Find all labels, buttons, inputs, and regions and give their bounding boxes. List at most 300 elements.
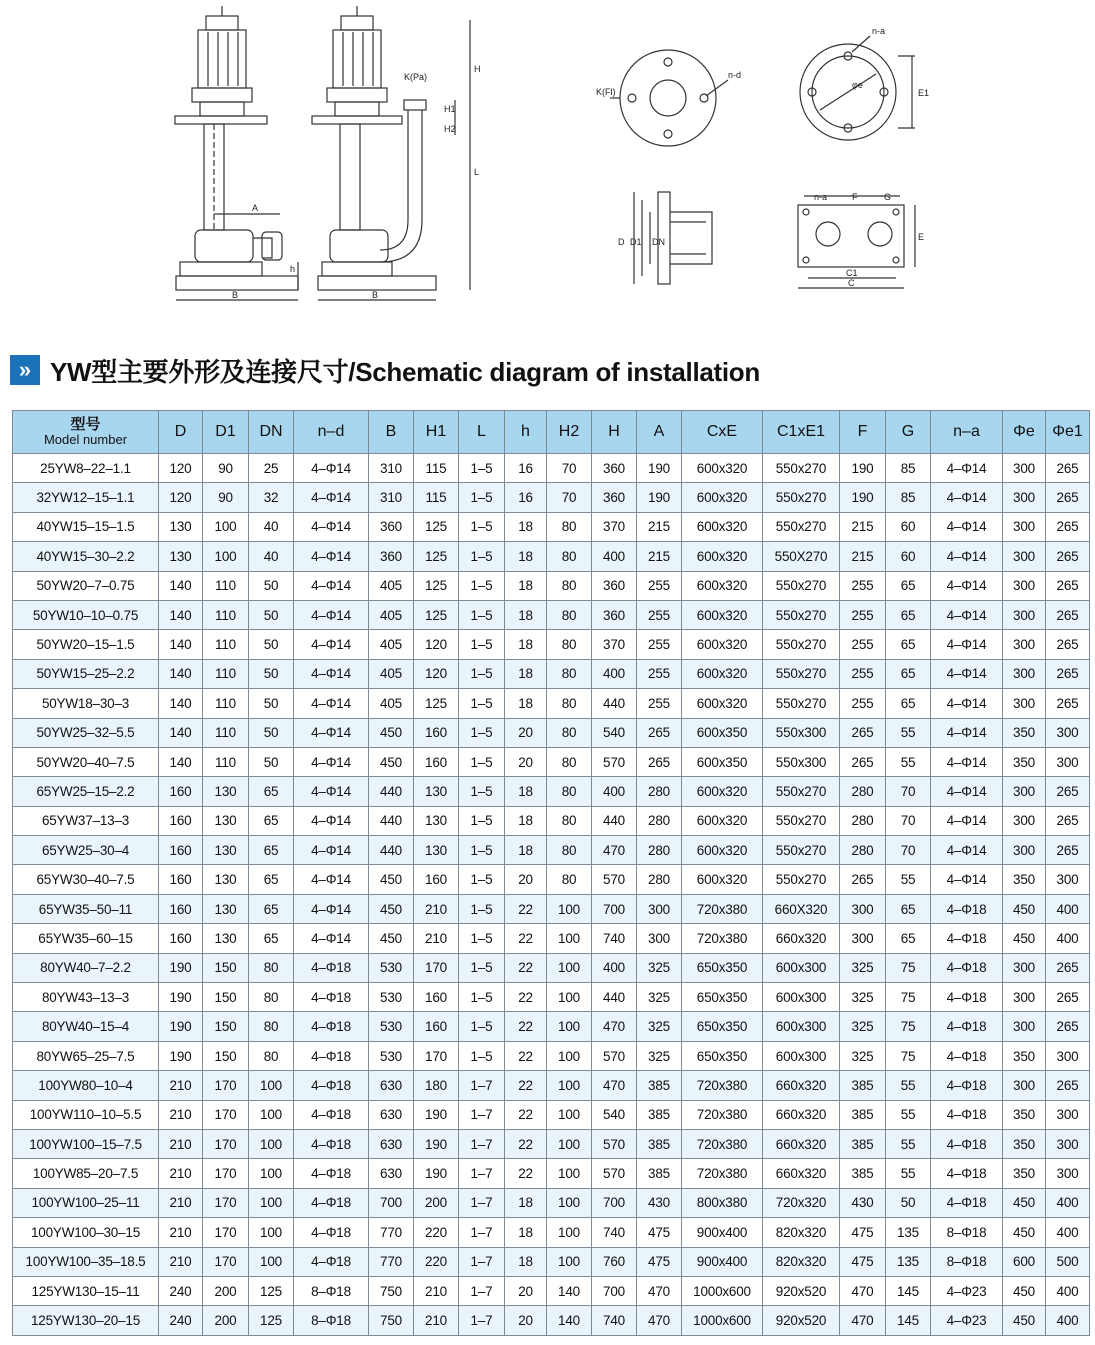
pump-side-view [312, 6, 470, 300]
table-cell: 405 [369, 630, 414, 659]
table-cell: 80 [249, 1012, 294, 1041]
table-cell: 1–5 [459, 659, 505, 688]
table-cell: 190 [414, 1129, 459, 1158]
table-cell: 190 [840, 454, 886, 483]
table-cell: 600x320 [682, 806, 763, 835]
table-cell: 50 [886, 1188, 931, 1217]
table-cell: 1–5 [459, 512, 505, 541]
flange-section-view [634, 192, 712, 284]
table-cell: 255 [840, 600, 886, 629]
table-cell: 190 [159, 1041, 203, 1070]
table-cell: 405 [369, 600, 414, 629]
table-cell: 265 [1046, 1071, 1090, 1100]
table-cell: 700 [592, 1188, 637, 1217]
table-cell: 130 [414, 806, 459, 835]
table-cell: 130 [203, 865, 249, 894]
table-cell: 150 [203, 953, 249, 982]
table-cell: 25 [249, 454, 294, 483]
table-cell: 4–Φ14 [931, 542, 1003, 571]
table-cell: 1000x600 [682, 1276, 763, 1305]
table-cell: 660x320 [763, 1100, 840, 1129]
table-cell: 160 [159, 806, 203, 835]
table-cell: 22 [505, 894, 547, 923]
table-cell: 650x350 [682, 953, 763, 982]
table-row [13, 1276, 1090, 1305]
table-cell: 40 [249, 512, 294, 541]
table-cell: 4–Φ14 [931, 600, 1003, 629]
table-cell: 280 [840, 836, 886, 865]
table-cell: 600x300 [763, 1012, 840, 1041]
table-cell: 720x380 [682, 1100, 763, 1129]
table-cell: 440 [592, 983, 637, 1012]
table-cell: 325 [637, 953, 682, 982]
table-cell: 75 [886, 983, 931, 1012]
table-cell: 1000x600 [682, 1306, 763, 1335]
table-cell: 1–5 [459, 483, 505, 512]
table-cell: 50 [249, 718, 294, 747]
table-cell: 600x320 [682, 689, 763, 718]
table-cell: 4–Φ14 [931, 454, 1003, 483]
model-number-cell: 100YW100–25–11 [13, 1188, 159, 1217]
table-cell: 40 [249, 542, 294, 571]
table-cell: 50 [249, 571, 294, 600]
table-cell: 600 [1003, 1247, 1046, 1276]
table-cell: 18 [505, 777, 547, 806]
table-cell: 1–5 [459, 983, 505, 1012]
table-cell: 1–5 [459, 600, 505, 629]
table-cell: 600x300 [763, 953, 840, 982]
table-cell: 1–5 [459, 894, 505, 923]
table-cell: 440 [369, 836, 414, 865]
table-cell: 450 [1003, 894, 1046, 923]
table-cell: 1–5 [459, 571, 505, 600]
table-cell: 255 [840, 630, 886, 659]
dim-label-c: C [848, 278, 855, 288]
table-cell: 255 [840, 689, 886, 718]
table-cell: 4–Φ14 [931, 836, 1003, 865]
table-cell: 180 [414, 1071, 459, 1100]
table-row [13, 542, 1090, 571]
table-cell: 160 [159, 777, 203, 806]
model-number-cell: 65YW35–50–11 [13, 894, 159, 923]
table-cell: 115 [414, 483, 459, 512]
table-cell: 900x400 [682, 1247, 763, 1276]
table-cell: 100 [547, 1071, 592, 1100]
table-cell: 4–Φ18 [931, 1041, 1003, 1070]
table-cell: 630 [369, 1100, 414, 1129]
table-cell: 4–Φ18 [294, 1129, 369, 1158]
table-cell: 8–Φ18 [294, 1276, 369, 1305]
table-cell: 400 [1046, 1276, 1090, 1305]
table-cell: 20 [505, 718, 547, 747]
table-cell: 4–Φ14 [931, 659, 1003, 688]
model-number-cell: 65YW37–13–3 [13, 806, 159, 835]
table-cell: 530 [369, 1041, 414, 1070]
table-cell: 300 [840, 924, 886, 953]
table-cell: 22 [505, 953, 547, 982]
table-cell: 70 [886, 806, 931, 835]
table-cell: 160 [159, 924, 203, 953]
table-cell: 570 [592, 1041, 637, 1070]
table-cell: 8–Φ18 [931, 1218, 1003, 1247]
table-cell: 265 [1046, 983, 1090, 1012]
table-cell: 300 [1003, 483, 1046, 512]
table-cell: 16 [505, 483, 547, 512]
model-column-header [13, 411, 159, 454]
table-cell: 4–Φ18 [294, 1012, 369, 1041]
table-cell: 450 [1003, 1188, 1046, 1217]
table-cell: 4–Φ18 [294, 1100, 369, 1129]
table-row [13, 1041, 1090, 1070]
table-cell: 190 [159, 953, 203, 982]
table-cell: 1–5 [459, 924, 505, 953]
table-cell: 65 [886, 894, 931, 923]
table-cell: 600x320 [682, 659, 763, 688]
table-cell: 130 [203, 924, 249, 953]
model-number-cell: 25YW8–22–1.1 [13, 454, 159, 483]
table-cell: 55 [886, 1071, 931, 1100]
table-cell: 920x520 [763, 1276, 840, 1305]
table-cell: 20 [505, 1276, 547, 1305]
table-cell: 440 [592, 689, 637, 718]
table-cell: 570 [592, 865, 637, 894]
table-cell: 470 [637, 1306, 682, 1335]
table-cell: 150 [203, 1041, 249, 1070]
table-cell: 400 [592, 777, 637, 806]
table-cell: 80 [547, 777, 592, 806]
table-cell: 430 [637, 1188, 682, 1217]
table-cell: 65 [886, 689, 931, 718]
table-cell: 405 [369, 659, 414, 688]
table-cell: 55 [886, 1129, 931, 1158]
table-cell: 1–7 [459, 1247, 505, 1276]
table-cell: 65 [249, 777, 294, 806]
table-cell: 530 [369, 983, 414, 1012]
table-cell: 630 [369, 1129, 414, 1158]
table-cell: 210 [159, 1129, 203, 1158]
section-title-en: /Schematic diagram of installation [348, 356, 760, 387]
column-header: D [159, 411, 203, 454]
dim-label-h: h [290, 264, 296, 274]
table-cell: 550x270 [763, 836, 840, 865]
table-cell: 265 [637, 718, 682, 747]
table-cell: 255 [840, 659, 886, 688]
dim-label-c1: C1 [846, 268, 858, 278]
table-cell: 1–5 [459, 1012, 505, 1041]
table-cell: 4–Φ23 [931, 1306, 1003, 1335]
model-number-cell: 80YW65–25–7.5 [13, 1041, 159, 1070]
table-cell: 140 [159, 571, 203, 600]
table-cell: 80 [547, 512, 592, 541]
table-cell: 300 [1003, 600, 1046, 629]
table-cell: 4–Φ14 [931, 747, 1003, 776]
table-cell: 210 [159, 1071, 203, 1100]
section-title-text [50, 352, 760, 389]
table-cell: 265 [1046, 659, 1090, 688]
table-cell: 820x320 [763, 1218, 840, 1247]
table-cell: 255 [637, 689, 682, 718]
table-row [13, 1129, 1090, 1158]
table-cell: 190 [414, 1159, 459, 1188]
table-cell: 475 [840, 1247, 886, 1276]
table-cell: 4–Φ18 [931, 953, 1003, 982]
table-cell: 450 [1003, 924, 1046, 953]
table-cell: 18 [505, 1188, 547, 1217]
model-number-cell: 50YW20–7–0.75 [13, 571, 159, 600]
dim-label-kpa: K(Pa) [404, 72, 428, 82]
table-row [13, 806, 1090, 835]
table-cell: 4–Φ18 [931, 983, 1003, 1012]
table-cell: 550x270 [763, 659, 840, 688]
table-cell: 20 [505, 747, 547, 776]
table-cell: 300 [1046, 1129, 1090, 1158]
table-cell: 450 [1003, 1306, 1046, 1335]
table-cell: 50 [249, 689, 294, 718]
table-cell: 920x520 [763, 1306, 840, 1335]
table-cell: 265 [840, 747, 886, 776]
table-cell: 110 [203, 659, 249, 688]
table-cell: 300 [1046, 747, 1090, 776]
table-cell: 600x320 [682, 454, 763, 483]
column-header: F [840, 411, 886, 454]
table-cell: 80 [547, 630, 592, 659]
table-cell: 660x320 [763, 1129, 840, 1158]
model-number-cell: 65YW25–30–4 [13, 836, 159, 865]
table-cell: 4–Φ14 [294, 924, 369, 953]
table-cell: 720x380 [682, 924, 763, 953]
table-cell: 190 [840, 483, 886, 512]
table-cell: 80 [547, 836, 592, 865]
table-cell: 630 [369, 1071, 414, 1100]
table-cell: 4–Φ23 [931, 1276, 1003, 1305]
table-cell: 660x320 [763, 1071, 840, 1100]
table-cell: 18 [505, 542, 547, 571]
table-cell: 125 [249, 1276, 294, 1305]
table-cell: 1–5 [459, 1041, 505, 1070]
table-cell: 4–Φ14 [931, 512, 1003, 541]
model-number-cell: 50YW20–40–7.5 [13, 747, 159, 776]
dim-label-dn: DN [652, 237, 665, 247]
table-cell: 100 [547, 1188, 592, 1217]
table-cell: 135 [886, 1247, 931, 1276]
table-cell: 4–Φ14 [294, 571, 369, 600]
table-cell: 80 [249, 953, 294, 982]
table-cell: 550x270 [763, 454, 840, 483]
table-cell: 650x350 [682, 983, 763, 1012]
table-cell: 550x270 [763, 806, 840, 835]
table-cell: 400 [592, 953, 637, 982]
table-cell: 1–7 [459, 1129, 505, 1158]
table-cell: 4–Φ14 [294, 512, 369, 541]
table-cell: 70 [547, 483, 592, 512]
table-cell: 385 [840, 1100, 886, 1129]
table-cell: 470 [592, 1071, 637, 1100]
table-cell: 110 [203, 630, 249, 659]
table-cell: 210 [414, 924, 459, 953]
table-cell: 300 [1003, 689, 1046, 718]
table-cell: 100 [547, 953, 592, 982]
table-cell: 1–5 [459, 836, 505, 865]
table-cell: 1–5 [459, 865, 505, 894]
table-cell: 210 [159, 1247, 203, 1276]
table-cell: 660x320 [763, 924, 840, 953]
table-cell: 650x350 [682, 1012, 763, 1041]
table-cell: 190 [414, 1100, 459, 1129]
column-header: n–a [931, 411, 1003, 454]
model-header-cn: 型号 [70, 416, 101, 433]
dim-label-b: B [232, 290, 239, 300]
table-cell: 4–Φ18 [294, 1041, 369, 1070]
table-cell: 600x320 [682, 777, 763, 806]
table-cell: 4–Φ14 [294, 454, 369, 483]
table-cell: 255 [840, 571, 886, 600]
table-cell: 550x270 [763, 483, 840, 512]
column-header: Φe [1003, 411, 1046, 454]
table-cell: 360 [369, 542, 414, 571]
dim-label-d1: D1 [630, 237, 642, 247]
table-cell: 265 [1046, 836, 1090, 865]
table-cell: 100 [547, 983, 592, 1012]
table-cell: 4–Φ18 [294, 1071, 369, 1100]
table-cell: 100 [249, 1218, 294, 1247]
table-cell: 215 [637, 542, 682, 571]
table-cell: 100 [547, 1041, 592, 1070]
table-cell: 600x350 [682, 718, 763, 747]
table-cell: 100 [547, 924, 592, 953]
table-cell: 540 [592, 718, 637, 747]
table-cell: 475 [637, 1247, 682, 1276]
table-cell: 22 [505, 1159, 547, 1188]
table-cell: 80 [547, 542, 592, 571]
table-cell: 440 [369, 806, 414, 835]
table-cell: 255 [637, 630, 682, 659]
table-cell: 540 [592, 1100, 637, 1129]
table-cell: 450 [369, 747, 414, 776]
table-cell: 110 [203, 571, 249, 600]
table-cell: 16 [505, 454, 547, 483]
table-cell: 4–Φ14 [294, 747, 369, 776]
table-cell: 120 [414, 630, 459, 659]
column-header: H2 [547, 411, 592, 454]
table-cell: 360 [592, 600, 637, 629]
table-cell: 18 [505, 600, 547, 629]
table-cell: 600x320 [682, 512, 763, 541]
table-cell: 350 [1003, 1129, 1046, 1158]
table-cell: 150 [203, 1012, 249, 1041]
table-cell: 720x380 [682, 1071, 763, 1100]
table-cell: 210 [159, 1159, 203, 1188]
table-cell: 720x380 [682, 1129, 763, 1158]
table-cell: 1–5 [459, 953, 505, 982]
table-cell: 4–Φ18 [931, 924, 1003, 953]
table-cell: 300 [1046, 718, 1090, 747]
table-cell: 300 [1046, 1041, 1090, 1070]
table-cell: 130 [203, 836, 249, 865]
dim-label-e: E [918, 232, 925, 242]
table-cell: 400 [592, 542, 637, 571]
column-header: L [459, 411, 505, 454]
model-number-cell: 65YW35–60–15 [13, 924, 159, 953]
model-number-cell: 100YW100–15–7.5 [13, 1129, 159, 1158]
table-cell: 170 [203, 1159, 249, 1188]
table-cell: 65 [886, 600, 931, 629]
dim-label-a: A [252, 203, 259, 213]
table-cell: 140 [159, 600, 203, 629]
table-cell: 550x270 [763, 777, 840, 806]
dim-label-h-total: H [474, 64, 481, 74]
table-cell: 4–Φ18 [294, 1218, 369, 1247]
table-row [13, 894, 1090, 923]
table-cell: 1–7 [459, 1100, 505, 1129]
table-cell: 4–Φ14 [294, 600, 369, 629]
table-cell: 740 [592, 924, 637, 953]
table-cell: 110 [203, 689, 249, 718]
table-cell: 265 [1046, 806, 1090, 835]
table-row [13, 836, 1090, 865]
installation-drawings [0, 0, 1095, 320]
table-cell: 450 [1003, 1218, 1046, 1247]
table-cell: 450 [369, 924, 414, 953]
table-cell: 160 [414, 1012, 459, 1041]
dim-label-l: L [474, 167, 480, 177]
table-cell: 140 [159, 689, 203, 718]
table-cell: 1–5 [459, 777, 505, 806]
table-row [13, 512, 1090, 541]
table-cell: 4–Φ14 [931, 865, 1003, 894]
model-number-cell: 100YW85–20–7.5 [13, 1159, 159, 1188]
table-cell: 740 [592, 1306, 637, 1335]
table-cell: 500 [1046, 1247, 1090, 1276]
table-cell: 310 [369, 483, 414, 512]
table-cell: 80 [547, 718, 592, 747]
table-cell: 280 [637, 777, 682, 806]
table-cell: 440 [592, 806, 637, 835]
table-cell: 70 [886, 836, 931, 865]
table-cell: 360 [592, 571, 637, 600]
table-cell: 265 [1046, 512, 1090, 541]
table-cell: 65 [249, 924, 294, 953]
table-cell: 135 [886, 1218, 931, 1247]
table-header-row [13, 411, 1090, 454]
table-cell: 530 [369, 953, 414, 982]
table-row [13, 983, 1090, 1012]
table-cell: 385 [637, 1100, 682, 1129]
dim-label-kfl: K(Fl) [596, 87, 616, 97]
table-cell: 325 [840, 983, 886, 1012]
table-cell: 160 [414, 983, 459, 1012]
table-row [13, 1306, 1090, 1335]
table-cell: 280 [840, 777, 886, 806]
table-cell: 20 [505, 865, 547, 894]
table-cell: 160 [414, 747, 459, 776]
table-cell: 400 [1046, 1188, 1090, 1217]
table-cell: 600x320 [682, 600, 763, 629]
table-cell: 450 [369, 865, 414, 894]
double-chevron-right-icon: » [10, 355, 40, 385]
table-cell: 130 [203, 777, 249, 806]
table-cell: 265 [1046, 600, 1090, 629]
dim-label-d: D [618, 237, 625, 247]
table-row [13, 1218, 1090, 1247]
table-cell: 200 [414, 1188, 459, 1217]
table-row [13, 953, 1090, 982]
table-cell: 350 [1003, 718, 1046, 747]
model-number-cell: 65YW30–40–7.5 [13, 865, 159, 894]
table-cell: 300 [1003, 571, 1046, 600]
model-header-en: Model number [43, 432, 128, 447]
table-cell: 100 [249, 1100, 294, 1129]
table-cell: 300 [1003, 542, 1046, 571]
